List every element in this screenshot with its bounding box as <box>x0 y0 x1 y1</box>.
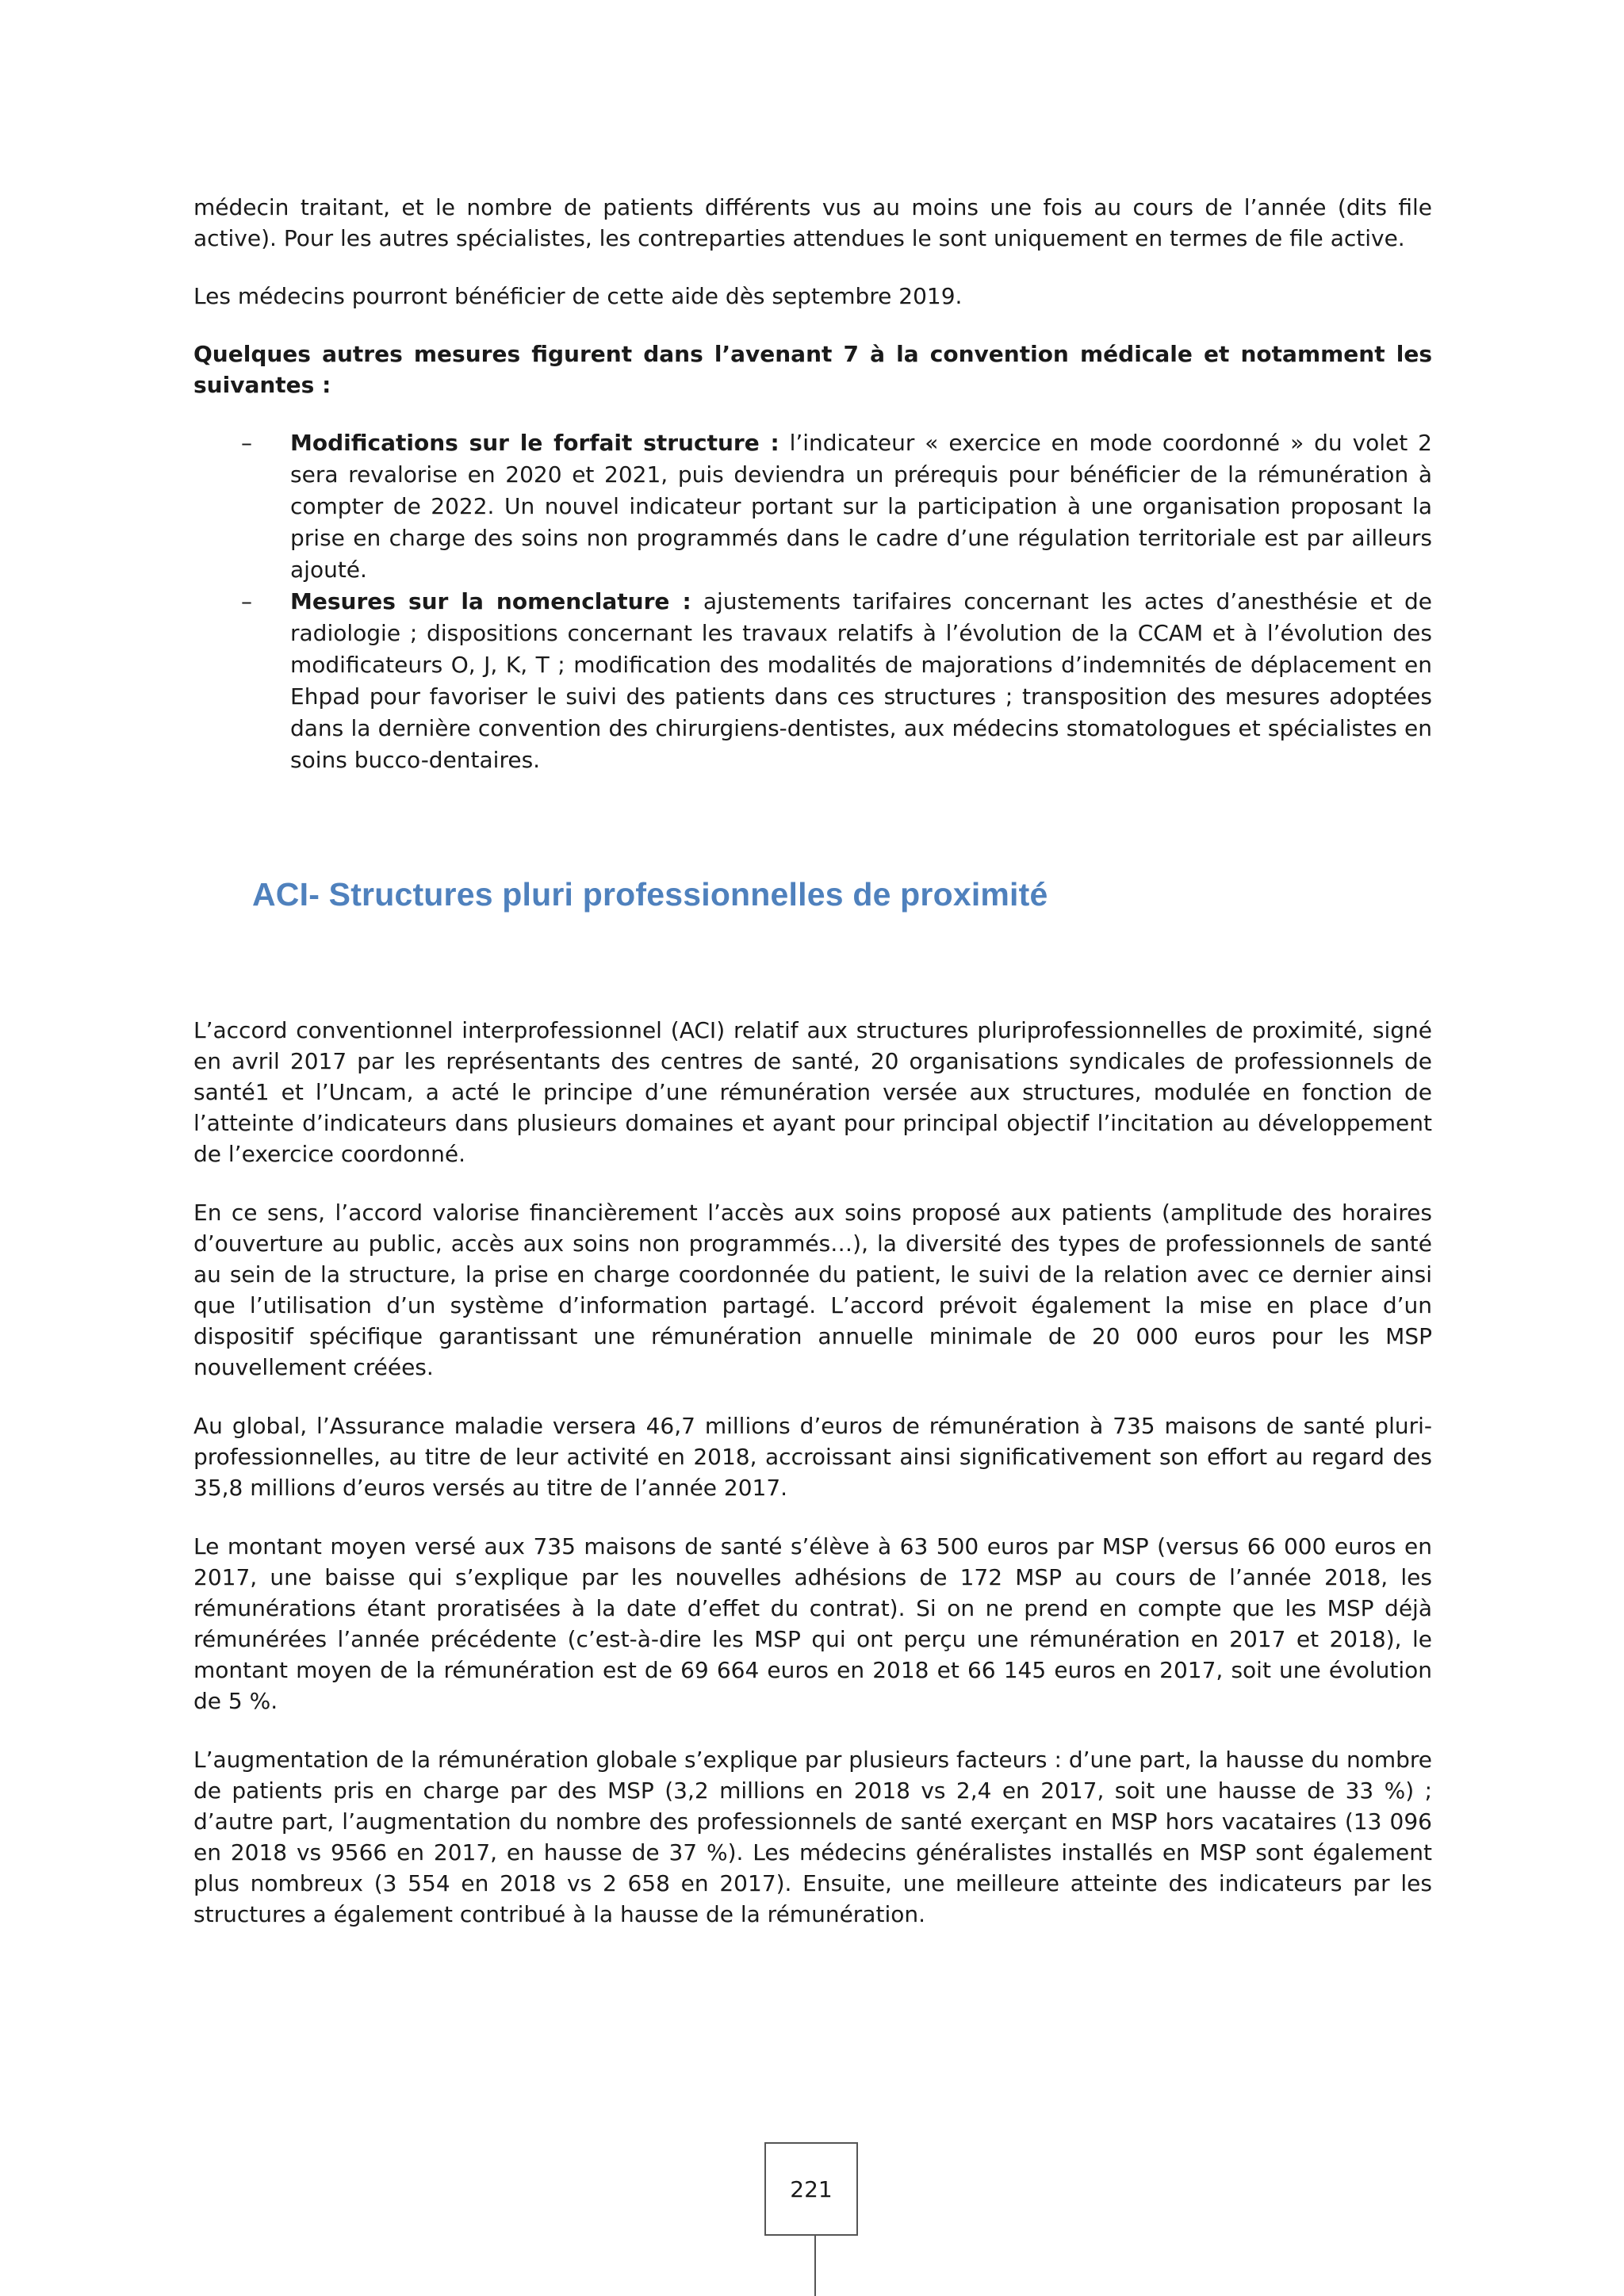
intro-paragraph: médecin traitant, et le nombre de patients différents vus au moins une fois au cours de l’année (dits file active). Pour les autres spécialistes, les contreparties attendues le sont uniquement en termes de file active. <box>193 194 1432 251</box>
section-paragraph: En ce sens, l’accord valorise financièrement l’accès aux soins proposé aux patients (amplitude des horaires d’ouverture au public, accès aux soins non programmés…), la diversité des types de professionnels de santé au sein de la structure, la prise en charge coordonnée du patient, le suivi de la relation avec ce dernier ainsi que l’utilisation d’un système d’information partagé. L’accord prévoit également la mise en place d’un dispositif spécifique garantissant une rémunération annuelle minimale de 20 000 euros pour les MSP nouvellement créées. <box>193 1200 1432 1380</box>
section-paragraph: Le montant moyen versé aux 735 maisons de santé s’élève à 63 500 euros par MSP (versus 66 000 euros en 2017, une baisse qui s’explique par les nouvelles adhésions de 172 MSP au cours de l’année 2018, les rémunérations étant proratisées à la date d’effet du contrat). Si on ne prend en compte que les MSP déjà rémunérées l’année précédente (c’est-à-dire les MSP qui ont perçu une rémunération en 2017 et 2018), le montant moyen de la rémunération est de 69 664 euros en 2018 et 66 145 euros en 2017, soit une évolution de 5 %. <box>193 1533 1432 1714</box>
dash-bullet: – <box>241 588 252 614</box>
page-number: 221 <box>764 2142 858 2236</box>
section-paragraph: Au global, l’Assurance maladie versera 46,7 millions d’euros de rémunération à 735 maisons de santé pluri-professionnelles, au titre de leur activité en 2018, accroissant ainsi significativement son effort au regard des 35,8 millions d’euros versés au titre de l’année 2017. <box>193 1413 1432 1501</box>
list-item-lead: Mesures sur la nomenclature : <box>290 588 691 614</box>
intro-paragraph: Les médecins pourront bénéficier de cette aide dès septembre 2019. <box>193 283 963 309</box>
list-item <box>193 586 1432 776</box>
list-item-lead: Modifications sur le forfait structure : <box>290 430 779 456</box>
list-item-text: ajustements tarifaires concernant les actes d’anesthésie et de radiologie ; dispositions concernant les travaux relatifs à l’évolution de la CCAM et à l’évolution des modificateurs O, J, K, T ; modification des modalités de majorations d’indemnités de déplacement en Ehpad pour favoriser le suivi des patients dans ces structures ; transposition des mesures adoptées dans la dernière convention des chirurgiens-dentistes, aux médecins stomatologues et spécialistes en soins bucco-dentaires. <box>290 588 1432 773</box>
section-paragraph: L’augmentation de la rémunération globale s’explique par plusieurs facteurs : d’une part, la hausse du nombre de patients pris en charge par des MSP (3,2 millions en 2018 vs 2,4 en 2017, soit une hausse de 33 %) ; d’autre part, l’augmentation du nombre des professionnels de santé exerçant en MSP hors vacataires (13 096 en 2018 vs 9566 en 2017, en hausse de 37 %). Les médecins généralistes installés en MSP sont également plus nombreux (3 554 en 2018 vs 2 658 en 2017). Ensuite, une meilleure atteinte des indicateurs par les structures a également contribué à la hausse de la rémunération. <box>193 1747 1432 1927</box>
dash-bullet: – <box>241 430 252 456</box>
list-item <box>193 427 1432 586</box>
list-item-text: l’indicateur « exercice en mode coordonné » du volet 2 sera revalorise en 2020 et 2021, puis deviendra un prérequis pour bénéficier de la rémunération à compter de 2022. Un nouvel indicateur portant sur la participation à une organisation proposant la prise en charge des soins non programmés dans le cadre d’une régulation territoriale est par ailleurs ajouté. <box>290 430 1432 583</box>
intro-block <box>193 192 1432 776</box>
page-number-stem <box>814 2236 816 2296</box>
measures-intro: Quelques autres mesures figurent dans l’avenant 7 à la convention médicale et notamment les suivantes : <box>193 341 1432 398</box>
section-paragraph: L’accord conventionnel interprofessionnel (ACI) relatif aux structures pluriprofessionnelles de proximité, signé en avril 2017 par les représentants des centres de santé, 20 organisations syndicales de professionnels de santé1 et l’Uncam, a acté le principe d’une rémunération versée aux structures, modulée en fonction de l’atteinte d’indicateurs dans plusieurs domaines et ayant pour principal objectif l’incitation au développement de l’exercice coordonné. <box>193 1017 1432 1167</box>
section-heading: ACI- Structures pluri professionnelles de proximité <box>252 876 1048 913</box>
measures-list <box>193 427 1432 776</box>
section-body <box>193 1015 1432 1957</box>
